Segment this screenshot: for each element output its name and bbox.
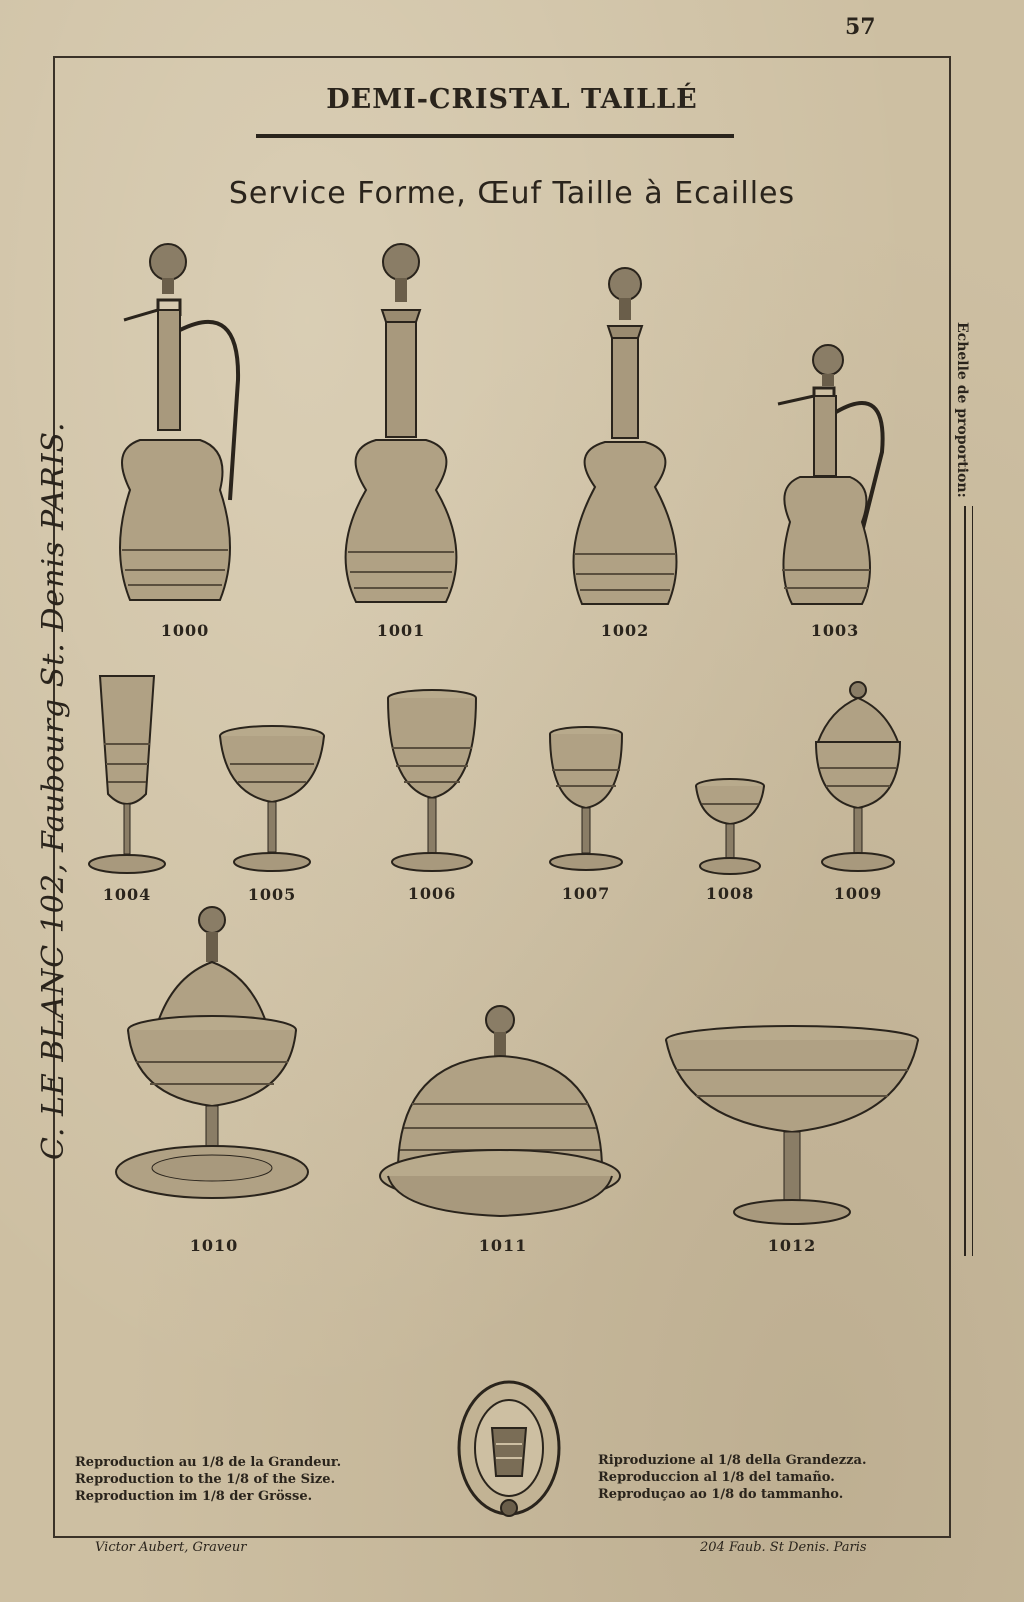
reproduction-line: Riproduzione al 1/8 della Grandezza. <box>598 1453 867 1468</box>
reproduction-line: Reproduçao ao 1/8 do tammanho. <box>598 1487 844 1502</box>
item-1004 <box>82 674 172 904</box>
item-number: 1007 <box>561 884 611 903</box>
publisher-side-text: C. LE BLANC 102, Faubourg St. Denis PARIS. <box>36 421 71 1160</box>
item-1007 <box>544 726 628 903</box>
footed-bowl-icon <box>662 1024 922 1230</box>
trademark-seal <box>454 1378 564 1524</box>
covered-bowl-stand-icon <box>114 906 314 1230</box>
item-number: 1010 <box>189 1236 239 1255</box>
item-1000 <box>110 240 260 640</box>
proportion-scale-bar <box>964 506 973 1256</box>
small-wine-glass-icon <box>544 726 628 878</box>
item-number: 1000 <box>160 621 210 640</box>
item-1006 <box>384 688 480 903</box>
reproduction-line: Reproduction to the 1/8 of the Size. <box>75 1472 336 1487</box>
item-1011 <box>378 1004 628 1255</box>
reproduction-line: Reproduction im 1/8 der Grösse. <box>75 1489 313 1504</box>
item-1008 <box>690 778 770 903</box>
item-number: 1001 <box>376 621 426 640</box>
liqueur-glass-icon <box>690 778 770 878</box>
covered-goblet-icon <box>810 680 906 878</box>
address-footer: 204 Faub. St Denis. Paris <box>700 1540 867 1555</box>
item-number: 1003 <box>810 621 860 640</box>
item-1009 <box>810 680 906 903</box>
reproduction-note-left <box>75 1454 341 1505</box>
item-number: 1008 <box>705 884 755 903</box>
decanter-handle-icon <box>110 240 260 615</box>
title-underline <box>256 134 734 138</box>
item-1002 <box>550 262 700 640</box>
decanter-icon <box>326 240 476 615</box>
trademark-seal-icon <box>454 1378 564 1520</box>
reproduction-line: Reproduccion al 1/8 del tamaño. <box>598 1470 835 1485</box>
flute-icon <box>82 674 172 879</box>
item-number: 1011 <box>478 1236 528 1255</box>
item-number: 1006 <box>407 884 457 903</box>
scale-label: Echelle de proportion: <box>954 322 970 498</box>
page-title: DEMI-CRISTAL TAILLÉ <box>326 84 698 115</box>
page-subtitle: Service Forme, Œuf Taille à Ecailles <box>228 176 796 211</box>
item-1003 <box>770 342 900 640</box>
item-number: 1005 <box>247 885 297 904</box>
item-number: 1002 <box>600 621 650 640</box>
item-number: 1004 <box>102 885 152 904</box>
reproduction-note-right <box>598 1452 866 1503</box>
page-number: 57 <box>845 14 876 40</box>
coupe-icon <box>216 724 328 879</box>
item-1005 <box>216 724 328 904</box>
item-1010 <box>114 906 314 1255</box>
engraver-credit: Victor Aubert, Graveur <box>95 1540 247 1555</box>
cruet-handle-icon <box>770 342 900 615</box>
item-1001 <box>326 240 476 640</box>
item-number: 1012 <box>767 1236 817 1255</box>
decanter-slim-icon <box>550 262 700 615</box>
item-number: 1009 <box>833 884 883 903</box>
reproduction-line: Reproduction au 1/8 de la Grandeur. <box>75 1455 342 1470</box>
item-1012 <box>662 1024 922 1255</box>
wine-glass-icon <box>384 688 480 878</box>
butter-dish-dome-icon <box>378 1004 628 1230</box>
